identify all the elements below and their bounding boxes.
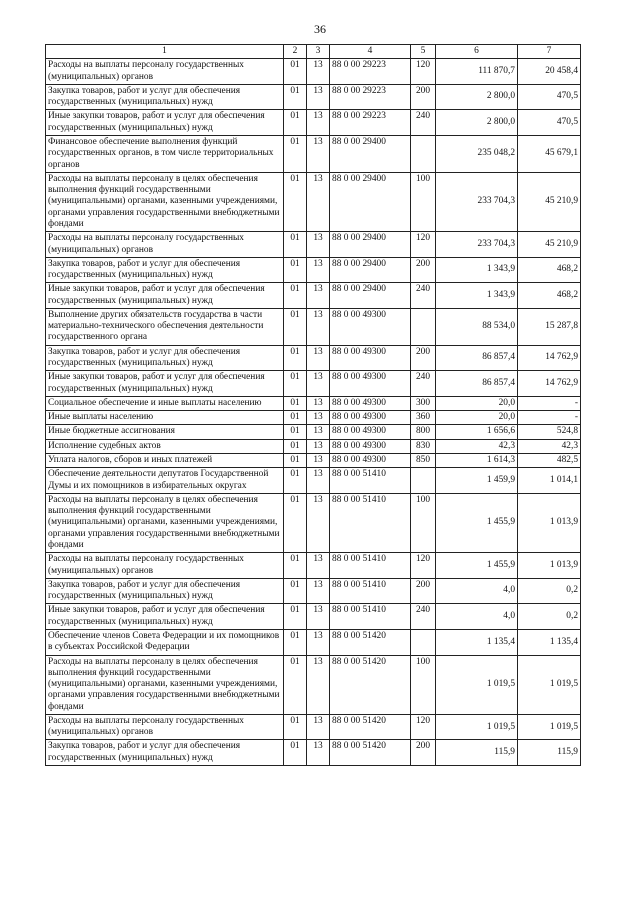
amount-cell: 1 455,9 [436, 553, 518, 579]
table-row [46, 345, 581, 371]
target-article-cell: 88 0 00 51410 [330, 553, 411, 579]
expense-name-cell: Закупка товаров, работ и услуг для обеспечения государственных (муниципальных) нужд [46, 345, 284, 371]
expense-type-cell: 120 [411, 232, 436, 258]
section-code-cell: 01 [284, 655, 307, 714]
budget-table [45, 44, 581, 766]
column-header: 3 [307, 45, 330, 59]
expense-name-cell: Финансовое обеспечение выполнения функций государственных органов, в том числе территориальных органов [46, 135, 284, 172]
subsection-code-cell: 13 [307, 110, 330, 136]
expense-type-cell: 200 [411, 257, 436, 283]
expense-type-cell: 240 [411, 604, 436, 630]
executed-amount-cell: 470,5 [518, 84, 581, 110]
section-code-cell: 01 [284, 411, 307, 425]
expense-type-cell [411, 629, 436, 655]
subsection-code-cell: 13 [307, 308, 330, 345]
amount-cell: 1 019,5 [436, 714, 518, 740]
executed-amount-cell: 0,2 [518, 604, 581, 630]
target-article-cell: 88 0 00 51420 [330, 740, 411, 766]
expense-name-cell: Иные выплаты населению [46, 411, 284, 425]
expense-type-cell: 800 [411, 425, 436, 439]
executed-amount-cell: 14 762,9 [518, 371, 581, 397]
expense-type-cell: 120 [411, 714, 436, 740]
expense-name-cell: Выполнение других обязательств государства в части материально-технического обеспечения деятельности государственного органа [46, 308, 284, 345]
expense-name-cell: Закупка товаров, работ и услуг для обеспечения государственных (муниципальных) нужд [46, 84, 284, 110]
expense-name-cell: Иные закупки товаров, работ и услуг для обеспечения государственных (муниципальных) нужд [46, 110, 284, 136]
executed-amount-cell: 1 013,9 [518, 493, 581, 552]
executed-amount-cell: 1 013,9 [518, 553, 581, 579]
table-row [46, 439, 581, 453]
expense-type-cell: 830 [411, 439, 436, 453]
table-row [46, 655, 581, 714]
subsection-code-cell: 13 [307, 553, 330, 579]
column-header: 5 [411, 45, 436, 59]
amount-cell: 1 135,4 [436, 629, 518, 655]
section-code-cell: 01 [284, 371, 307, 397]
page-number: 36 [314, 22, 326, 36]
amount-cell: 2 800,0 [436, 110, 518, 136]
section-code-cell: 01 [284, 425, 307, 439]
executed-amount-cell: 1 135,4 [518, 629, 581, 655]
subsection-code-cell: 13 [307, 84, 330, 110]
executed-amount-cell: 15 287,8 [518, 308, 581, 345]
subsection-code-cell: 13 [307, 740, 330, 766]
expense-name-cell: Иные закупки товаров, работ и услуг для обеспечения государственных (муниципальных) нужд [46, 283, 284, 309]
table-row [46, 468, 581, 494]
section-code-cell: 01 [284, 283, 307, 309]
subsection-code-cell: 13 [307, 454, 330, 468]
expense-type-cell [411, 308, 436, 345]
section-code-cell: 01 [284, 135, 307, 172]
expense-type-cell: 240 [411, 110, 436, 136]
target-article-cell: 88 0 00 49300 [330, 396, 411, 410]
target-article-cell: 88 0 00 51420 [330, 629, 411, 655]
target-article-cell: 88 0 00 29400 [330, 232, 411, 258]
target-article-cell: 88 0 00 49300 [330, 411, 411, 425]
target-article-cell: 88 0 00 49300 [330, 345, 411, 371]
amount-cell: 115,9 [436, 740, 518, 766]
target-article-cell: 88 0 00 29400 [330, 257, 411, 283]
target-article-cell: 88 0 00 49300 [330, 425, 411, 439]
column-header: 6 [436, 45, 518, 59]
subsection-code-cell: 13 [307, 629, 330, 655]
amount-cell: 1 343,9 [436, 283, 518, 309]
amount-cell: 111 870,7 [436, 59, 518, 85]
header-row [46, 45, 581, 59]
expense-name-cell: Исполнение судебных актов [46, 439, 284, 453]
section-code-cell: 01 [284, 110, 307, 136]
expense-type-cell: 240 [411, 283, 436, 309]
target-article-cell: 88 0 00 29223 [330, 59, 411, 85]
expense-name-cell: Иные бюджетные ассигнования [46, 425, 284, 439]
executed-amount-cell: 1 019,5 [518, 714, 581, 740]
section-code-cell: 01 [284, 714, 307, 740]
table-header [46, 45, 581, 59]
expense-name-cell: Закупка товаров, работ и услуг для обеспечения государственных (муниципальных) нужд [46, 740, 284, 766]
amount-cell: 88 534,0 [436, 308, 518, 345]
subsection-code-cell: 13 [307, 232, 330, 258]
expense-type-cell [411, 135, 436, 172]
target-article-cell: 88 0 00 51410 [330, 604, 411, 630]
section-code-cell: 01 [284, 84, 307, 110]
subsection-code-cell: 13 [307, 135, 330, 172]
table-row [46, 232, 581, 258]
amount-cell: 235 048,2 [436, 135, 518, 172]
expense-name-cell: Иные закупки товаров, работ и услуг для обеспечения государственных (муниципальных) нужд [46, 371, 284, 397]
amount-cell: 86 857,4 [436, 371, 518, 397]
expense-name-cell: Иные закупки товаров, работ и услуг для обеспечения государственных (муниципальных) нужд [46, 604, 284, 630]
column-header: 4 [330, 45, 411, 59]
section-code-cell: 01 [284, 439, 307, 453]
table-row [46, 283, 581, 309]
amount-cell: 1 455,9 [436, 493, 518, 552]
table-row [46, 553, 581, 579]
subsection-code-cell: 13 [307, 493, 330, 552]
subsection-code-cell: 13 [307, 172, 330, 231]
section-code-cell: 01 [284, 493, 307, 552]
amount-cell: 233 704,3 [436, 172, 518, 231]
expense-name-cell: Закупка товаров, работ и услуг для обеспечения государственных (муниципальных) нужд [46, 578, 284, 604]
expense-type-cell: 200 [411, 345, 436, 371]
expense-type-cell: 300 [411, 396, 436, 410]
executed-amount-cell: 42,3 [518, 439, 581, 453]
section-code-cell: 01 [284, 740, 307, 766]
target-article-cell: 88 0 00 51420 [330, 714, 411, 740]
amount-cell: 42,3 [436, 439, 518, 453]
section-code-cell: 01 [284, 553, 307, 579]
subsection-code-cell: 13 [307, 439, 330, 453]
expense-type-cell: 240 [411, 371, 436, 397]
target-article-cell: 88 0 00 49300 [330, 454, 411, 468]
section-code-cell: 01 [284, 578, 307, 604]
target-article-cell: 88 0 00 29400 [330, 172, 411, 231]
table-row [46, 59, 581, 85]
table-row [46, 110, 581, 136]
table-row [46, 740, 581, 766]
section-code-cell: 01 [284, 345, 307, 371]
table-body [46, 59, 581, 766]
target-article-cell: 88 0 00 29223 [330, 110, 411, 136]
amount-cell: 1 656,6 [436, 425, 518, 439]
table-row [46, 604, 581, 630]
subsection-code-cell: 13 [307, 283, 330, 309]
subsection-code-cell: 13 [307, 604, 330, 630]
expense-type-cell: 200 [411, 740, 436, 766]
table-row [46, 84, 581, 110]
subsection-code-cell: 13 [307, 578, 330, 604]
target-article-cell: 88 0 00 51410 [330, 493, 411, 552]
subsection-code-cell: 13 [307, 371, 330, 397]
target-article-cell: 88 0 00 49300 [330, 439, 411, 453]
subsection-code-cell: 13 [307, 396, 330, 410]
expense-type-cell: 850 [411, 454, 436, 468]
table-row [46, 425, 581, 439]
section-code-cell: 01 [284, 454, 307, 468]
expense-name-cell: Расходы на выплаты персоналу в целях обеспечения выполнения функций государственными (муниципальными) органами, казенными учреждениями, органами управления государственными внебюджетными фондами [46, 172, 284, 231]
expense-type-cell: 100 [411, 172, 436, 231]
expense-name-cell: Обеспечение деятельности депутатов Государственной Думы и их помощников в избирательных округах [46, 468, 284, 494]
executed-amount-cell: 482,5 [518, 454, 581, 468]
table-row [46, 714, 581, 740]
subsection-code-cell: 13 [307, 468, 330, 494]
executed-amount-cell: 45 210,9 [518, 232, 581, 258]
expense-type-cell: 120 [411, 553, 436, 579]
section-code-cell: 01 [284, 629, 307, 655]
section-code-cell: 01 [284, 468, 307, 494]
executed-amount-cell: 45 679,1 [518, 135, 581, 172]
expense-type-cell [411, 468, 436, 494]
target-article-cell: 88 0 00 49300 [330, 308, 411, 345]
amount-cell: 2 800,0 [436, 84, 518, 110]
expense-type-cell: 100 [411, 655, 436, 714]
subsection-code-cell: 13 [307, 257, 330, 283]
expense-name-cell: Расходы на выплаты персоналу государственных (муниципальных) органов [46, 714, 284, 740]
executed-amount-cell: 470,5 [518, 110, 581, 136]
subsection-code-cell: 13 [307, 425, 330, 439]
expense-name-cell: Расходы на выплаты персоналу государственных (муниципальных) органов [46, 232, 284, 258]
expense-type-cell: 200 [411, 84, 436, 110]
amount-cell: 233 704,3 [436, 232, 518, 258]
section-code-cell: 01 [284, 308, 307, 345]
expense-name-cell: Расходы на выплаты персоналу в целях обеспечения выполнения функций государственными (муниципальными) органами, казенными учреждениями, органами управления государственными внебюджетными фондами [46, 493, 284, 552]
amount-cell: 1 019,5 [436, 655, 518, 714]
executed-amount-cell: 468,2 [518, 257, 581, 283]
executed-amount-cell: 524,8 [518, 425, 581, 439]
subsection-code-cell: 13 [307, 411, 330, 425]
expense-name-cell: Закупка товаров, работ и услуг для обеспечения государственных (муниципальных) нужд [46, 257, 284, 283]
executed-amount-cell: - [518, 396, 581, 410]
target-article-cell: 88 0 00 49300 [330, 371, 411, 397]
executed-amount-cell: - [518, 411, 581, 425]
executed-amount-cell: 20 458,4 [518, 59, 581, 85]
section-code-cell: 01 [284, 172, 307, 231]
expense-name-cell: Обеспечение членов Совета Федерации и их помощников в субъектах Российской Федерации [46, 629, 284, 655]
column-header: 2 [284, 45, 307, 59]
subsection-code-cell: 13 [307, 655, 330, 714]
table-row [46, 257, 581, 283]
table-row [46, 493, 581, 552]
section-code-cell: 01 [284, 59, 307, 85]
table-row [46, 135, 581, 172]
subsection-code-cell: 13 [307, 345, 330, 371]
executed-amount-cell: 45 210,9 [518, 172, 581, 231]
amount-cell: 1 459,9 [436, 468, 518, 494]
expense-type-cell: 100 [411, 493, 436, 552]
amount-cell: 1 614,3 [436, 454, 518, 468]
amount-cell: 4,0 [436, 604, 518, 630]
target-article-cell: 88 0 00 29223 [330, 84, 411, 110]
target-article-cell: 88 0 00 51420 [330, 655, 411, 714]
expense-name-cell: Расходы на выплаты персоналу государственных (муниципальных) органов [46, 553, 284, 579]
column-header: 1 [46, 45, 284, 59]
amount-cell: 4,0 [436, 578, 518, 604]
subsection-code-cell: 13 [307, 59, 330, 85]
section-code-cell: 01 [284, 232, 307, 258]
section-code-cell: 01 [284, 604, 307, 630]
executed-amount-cell: 115,9 [518, 740, 581, 766]
amount-cell: 20,0 [436, 411, 518, 425]
expense-type-cell: 120 [411, 59, 436, 85]
target-article-cell: 88 0 00 29400 [330, 135, 411, 172]
table-row [46, 308, 581, 345]
table-row [46, 629, 581, 655]
table-row [46, 578, 581, 604]
section-code-cell: 01 [284, 396, 307, 410]
target-article-cell: 88 0 00 51410 [330, 468, 411, 494]
expense-name-cell: Расходы на выплаты персоналу государственных (муниципальных) органов [46, 59, 284, 85]
subsection-code-cell: 13 [307, 714, 330, 740]
target-article-cell: 88 0 00 51410 [330, 578, 411, 604]
expense-name-cell: Уплата налогов, сборов и иных платежей [46, 454, 284, 468]
executed-amount-cell: 0,2 [518, 578, 581, 604]
amount-cell: 86 857,4 [436, 345, 518, 371]
expense-name-cell: Расходы на выплаты персоналу в целях обеспечения выполнения функций государственными (муниципальными) органами, казенными учреждениями, органами управления государственными внебюджетными фондами [46, 655, 284, 714]
amount-cell: 1 343,9 [436, 257, 518, 283]
expense-type-cell: 200 [411, 578, 436, 604]
expense-type-cell: 360 [411, 411, 436, 425]
table-row [46, 172, 581, 231]
section-code-cell: 01 [284, 257, 307, 283]
table-row [46, 371, 581, 397]
table-row [46, 454, 581, 468]
expense-name-cell: Социальное обеспечение и иные выплаты населению [46, 396, 284, 410]
executed-amount-cell: 468,2 [518, 283, 581, 309]
executed-amount-cell: 1 014,1 [518, 468, 581, 494]
target-article-cell: 88 0 00 29400 [330, 283, 411, 309]
executed-amount-cell: 1 019,5 [518, 655, 581, 714]
table-row [46, 396, 581, 410]
amount-cell: 20,0 [436, 396, 518, 410]
executed-amount-cell: 14 762,9 [518, 345, 581, 371]
table-row [46, 411, 581, 425]
column-header: 7 [518, 45, 581, 59]
